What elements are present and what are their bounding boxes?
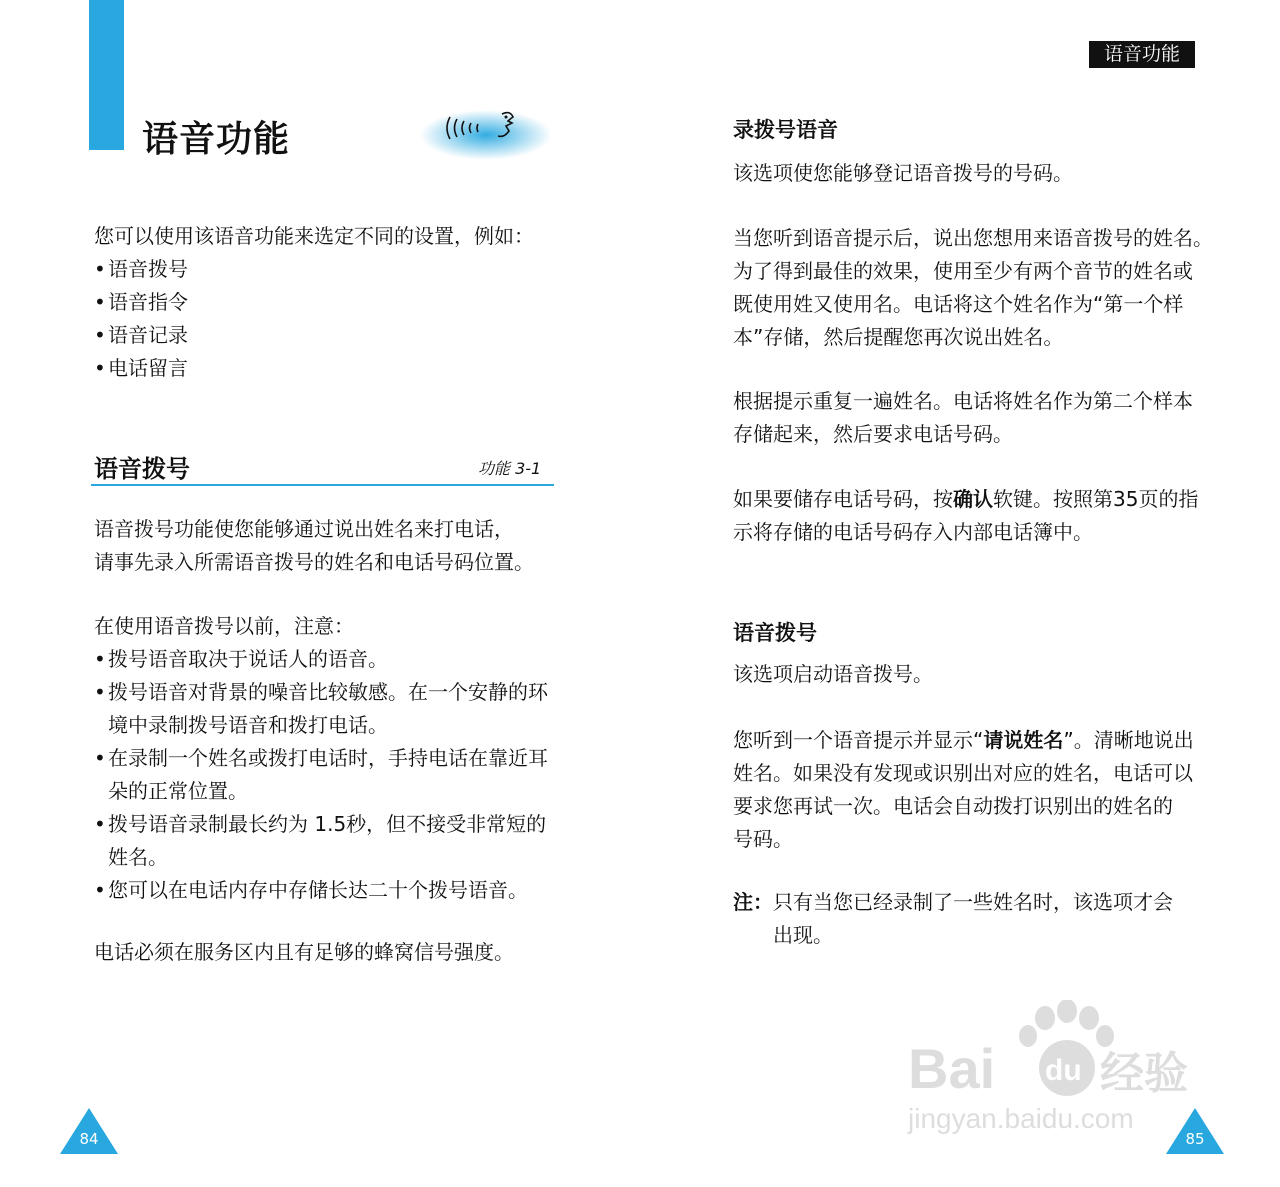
subsection-heading: 语音拨号 [733, 621, 817, 645]
closing-text: 电话必须在服务区内且有足够的蜂窝信号强度。 [94, 940, 514, 964]
paragraph-line: 根据提示重复一遍姓名。电话将姓名作为第二个样本 [733, 389, 1193, 413]
note-line: 只有当您已经录制了一些姓名时，该选项才会 [773, 890, 1173, 914]
intro-text: 您可以使用该语音功能来选定不同的设置，例如： [94, 224, 534, 248]
list-item: • 电话留言 [94, 352, 564, 385]
list-item: • 拨号语音录制最长约为 1.5秒，但不接受非常短的 姓名。 [94, 808, 564, 874]
paragraph-line: 号码。 [733, 827, 793, 851]
caution-list [94, 643, 564, 907]
paragraph-line: 本”存储，然后提醒您再次说出姓名。 [733, 325, 1064, 349]
list-item: • 在录制一个姓名或拨打电话时，手持电话在靠近耳 朵的正常位置。 [94, 742, 564, 808]
page-number: 84 [79, 1130, 99, 1148]
watermark-brand-cn: 经验 [1100, 1048, 1188, 1099]
section-heading: 语音拨号 [94, 455, 190, 483]
list-item: • 语音记录 [94, 319, 564, 352]
paragraph: 该选项使您能够登记语音拨号的号码。 [733, 161, 1073, 185]
paragraph-line: 当您听到语音提示后，说出您想用来语音拨号的姓名。 [733, 226, 1213, 250]
speaking-face-icon [418, 104, 550, 162]
watermark-url: jingyan.baidu.com [908, 1103, 1134, 1134]
paragraph-line: 姓名。如果没有发现或识别出对应的姓名，电话可以 [733, 761, 1193, 785]
paragraph-line: 要求您再试一次。电话会自动拨打识别出的姓名的 [733, 794, 1173, 818]
paragraph-line: 您听到一个语音提示并显示“请说姓名”。清晰地说出 [733, 728, 1194, 752]
function-reference: 功能 3-1 [478, 459, 542, 478]
watermark-brand-du: du [1045, 1054, 1082, 1087]
paragraph-line: 语音拨号功能使您能够通过说出姓名来打电话， [94, 517, 514, 541]
paragraph-line: 示将存储的电话号码存入内部电话簿中。 [733, 520, 1093, 544]
accent-bar [89, 0, 124, 150]
note-line: 出现。 [773, 923, 833, 947]
baidu-watermark [900, 1000, 1200, 1140]
paragraph-line: 既使用姓又使用名。电话将这个姓名作为“第一个样 [733, 292, 1184, 316]
paragraph-line: 为了得到最佳的效果，使用至少有两个音节的姓名或 [733, 259, 1193, 283]
list-item: • 您可以在电话内存中存储长达二十个拨号语音。 [94, 874, 564, 907]
section-divider [91, 484, 554, 486]
chapter-tab: 语音功能 [1089, 41, 1195, 68]
subsection-heading: 录拨号语音 [733, 118, 838, 142]
watermark-brand: Bai [908, 1037, 996, 1100]
list-item: • 语音拨号 [94, 253, 564, 286]
paragraph-line: 如果要储存电话号码，按确认软键。按照第35页的指 [733, 487, 1199, 511]
page-title: 语音功能 [142, 119, 291, 160]
paragraph: 该选项启动语音拨号。 [733, 662, 933, 686]
list-item: • 语音指令 [94, 286, 564, 319]
caution-intro: 在使用语音拨号以前，注意： [94, 614, 354, 638]
list-item: • 拨号语音对背景的噪音比较敏感。在一个安静的环 境中录制拨号语音和拨打电话。 [94, 676, 564, 742]
paragraph-line: 存储起来，然后要求电话号码。 [733, 422, 1013, 446]
intro-list [94, 253, 564, 385]
list-item: • 拨号语音取决于说话人的语音。 [94, 643, 564, 676]
page-number: 85 [1185, 1130, 1205, 1148]
softkey-label: 确认 [953, 487, 993, 511]
paragraph-line: 请事先录入所需语音拨号的姓名和电话号码位置。 [94, 550, 534, 574]
prompt-label: 请说姓名 [983, 728, 1064, 752]
note-label: 注： [733, 890, 773, 914]
